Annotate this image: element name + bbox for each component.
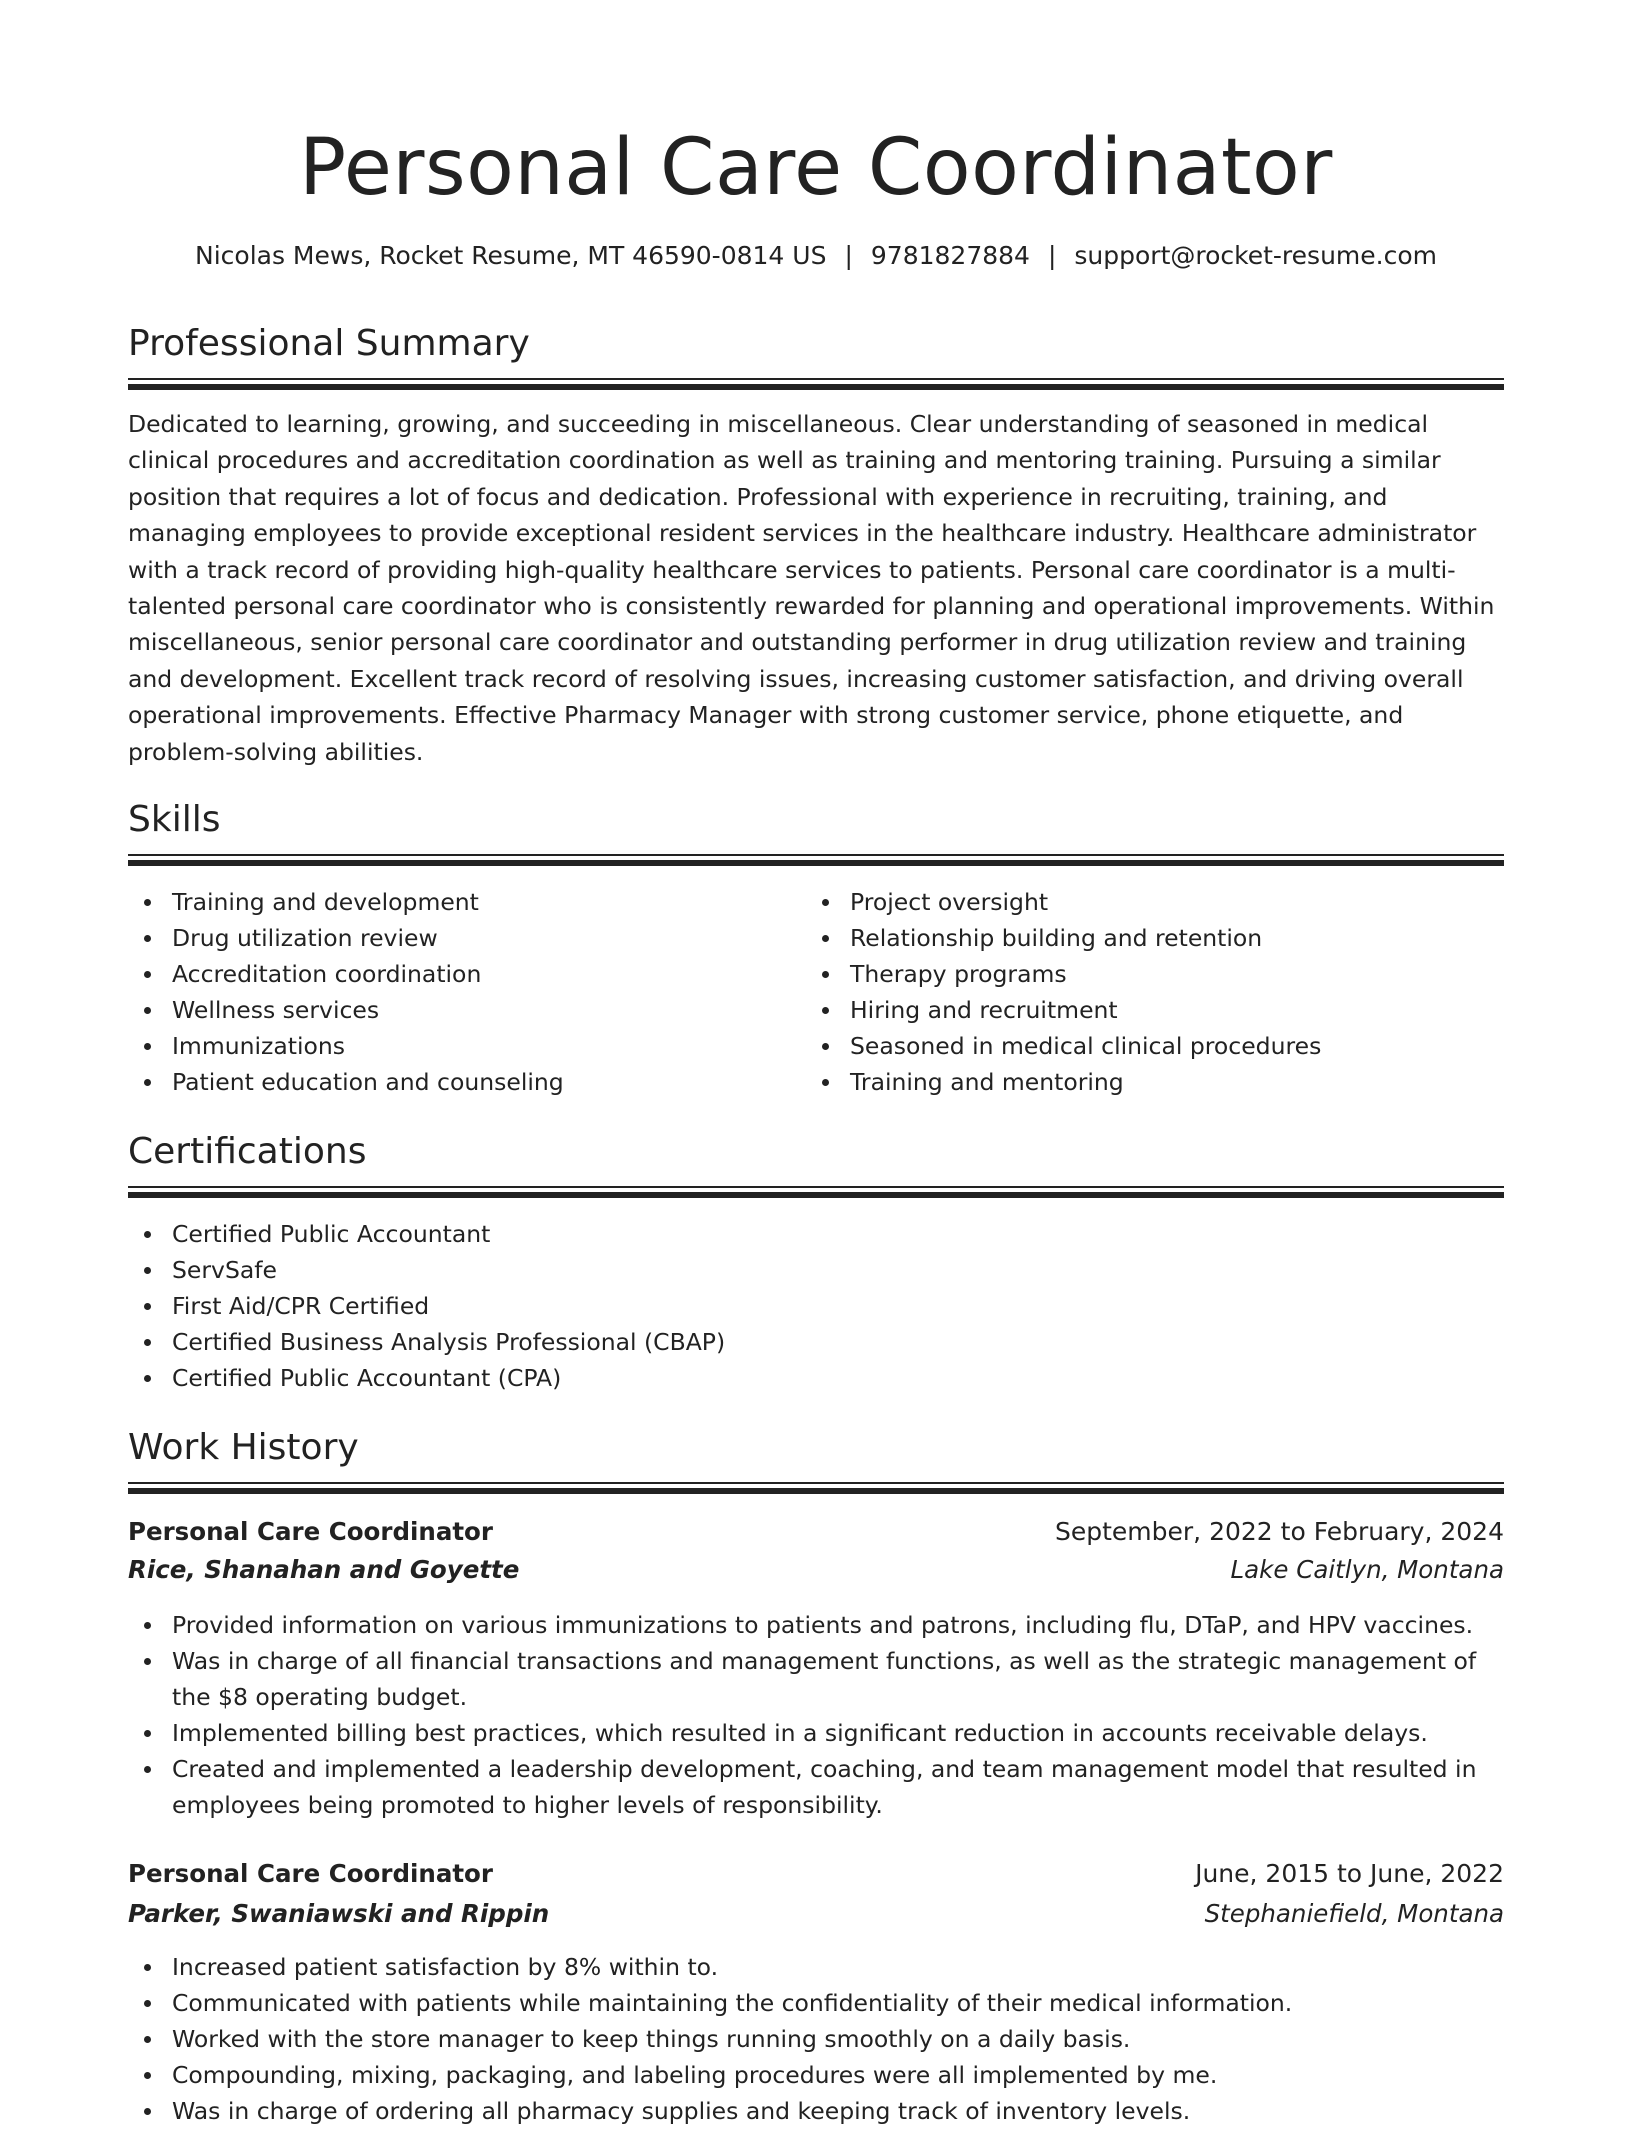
skills-list-left (128, 884, 768, 1100)
skill-item: Accreditation coordination (172, 956, 768, 992)
skill-item: Training and mentoring (850, 1064, 1446, 1100)
skills-list-right (806, 884, 1446, 1100)
skill-item: Therapy programs (850, 956, 1446, 992)
section-divider (128, 1186, 1504, 1198)
job-bullet: Was in charge of all financial transactions and management functions, as well as the strategic management of the $8 operating budget. (172, 1643, 1504, 1715)
job-bullet: Increased patient satisfaction by 8% within to. (172, 1949, 1504, 1985)
section-divider (128, 378, 1504, 390)
job-company: Parker, Swaniawski and Rippin (128, 1899, 550, 1928)
job-bullet: Implemented billing best practices, which resulted in a significant reduction in accounts receivable delays. (172, 1715, 1504, 1751)
certifications-heading: Certifications (128, 1131, 367, 1172)
job-employer-row (128, 1550, 1504, 1590)
summary-heading: Professional Summary (128, 323, 530, 364)
job-bullet: Provided information on various immunizations to patients and patrons, including flu, DTaP, and HPV vaccines. (172, 1607, 1504, 1643)
job-bullets (128, 1607, 1504, 1823)
section-divider (128, 854, 1504, 866)
job-bullet-list (128, 1949, 1504, 2129)
section-divider (128, 1482, 1504, 1494)
job-bullet: Worked with the store manager to keep things running smoothly on a daily basis. (172, 2021, 1504, 2057)
job-location: Lake Caitlyn, Montana (1230, 1555, 1504, 1584)
job-bullet: Was in charge of ordering all pharmacy supplies and keeping track of inventory levels. (172, 2093, 1504, 2129)
certification-item: First Aid/CPR Certified (172, 1288, 1504, 1324)
summary-section (128, 320, 1504, 390)
job-bullets (128, 1949, 1504, 2129)
skill-item: Training and development (172, 884, 768, 920)
skill-item: Hiring and recruitment (850, 992, 1446, 1028)
job-bullet: Compounding, mixing, packaging, and labeling procedures were all implemented by me. (172, 2057, 1504, 2093)
job-dates: September, 2022 to February, 2024 (1055, 1517, 1504, 1546)
summary-text: Dedicated to learning, growing, and succeeding in miscellaneous. Clear understanding of seasoned in medical clinical procedures and accreditation coordination as well as training and mentoring training. Pursuing a similar position that requires a lot of focus and dedication. Professional with experience in recruiting, training, and managing employees to provide exceptional resident services in the healthcare industry. Healthcare administrator with a track record of providing high-quality healthcare services to patients. Personal care coordinator is a multi-talented personal care coordinator who is consistently rewarded for planning and operational improvements. Within miscellaneous, senior personal care coordinator and outstanding performer in drug utilization review and training and development. Excellent track record of resolving issues, increasing customer satisfaction, and driving overall operational improvements. Effective Pharmacy Manager with strong customer service, phone etiquette, and problem-solving abilities. (128, 410, 1495, 766)
skills-section (128, 796, 1504, 866)
job-location: Stephaniefield, Montana (1204, 1899, 1504, 1928)
skill-item: Drug utilization review (172, 920, 768, 956)
certifications-list (128, 1216, 1504, 1396)
contact-separator: | (1047, 241, 1057, 270)
resume-title: Personal Care Coordinator (299, 123, 1333, 213)
certifications-list-wrap (128, 1216, 1504, 1396)
skill-item: Immunizations (172, 1028, 768, 1064)
skill-item: Relationship building and retention (850, 920, 1446, 956)
contact-phone: 9781827884 (870, 241, 1030, 270)
skills-right-column (806, 884, 1446, 1100)
work-history-section (128, 1424, 1504, 1494)
job-header-row (128, 1854, 1504, 1894)
certification-item: Certified Business Analysis Professional (CBAP) (172, 1324, 1504, 1360)
contact-address: Nicolas Mews, Rocket Resume, MT 46590-0814 US (195, 241, 827, 270)
job-bullet-list (128, 1607, 1504, 1823)
contact-line (128, 238, 1504, 274)
certification-item: Certified Public Accountant (CPA) (172, 1360, 1504, 1396)
certification-item: Certified Public Accountant (172, 1216, 1504, 1252)
job-title: Personal Care Coordinator (128, 1859, 493, 1888)
job-title: Personal Care Coordinator (128, 1517, 493, 1546)
job-employer-row (128, 1894, 1504, 1934)
job-header-row (128, 1512, 1504, 1552)
skill-item: Wellness services (172, 992, 768, 1028)
certifications-section (128, 1128, 1504, 1198)
skill-item: Patient education and counseling (172, 1064, 768, 1100)
skills-left-column (128, 884, 768, 1100)
contact-email: support@rocket-resume.com (1074, 241, 1437, 270)
skills-heading: Skills (128, 799, 221, 840)
skill-item: Project oversight (850, 884, 1446, 920)
job-bullet: Communicated with patients while maintaining the confidentiality of their medical information. (172, 1985, 1504, 2021)
contact-separator: | (844, 241, 853, 270)
certification-item: ServSafe (172, 1252, 1504, 1288)
job-bullet: Created and implemented a leadership development, coaching, and team management model that resulted in employees being promoted to higher levels of responsibility. (172, 1751, 1504, 1823)
skill-item: Seasoned in medical clinical procedures (850, 1028, 1446, 1064)
work-history-heading: Work History (128, 1427, 359, 1468)
job-company: Rice, Shanahan and Goyette (128, 1555, 520, 1584)
job-dates: June, 2015 to June, 2022 (1195, 1859, 1504, 1888)
